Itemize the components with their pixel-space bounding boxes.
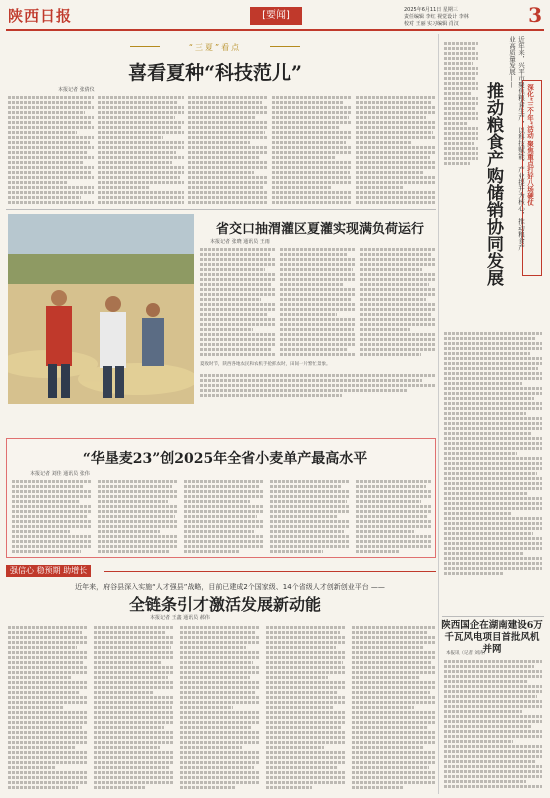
section-tag: [要闻] — [250, 7, 302, 25]
story5-text-col2 — [444, 330, 542, 614]
story4-text-col4 — [266, 624, 346, 792]
masthead-date: 2025年6月11日 星期三 — [404, 7, 458, 13]
story1-text-col3 — [188, 94, 268, 204]
banner-rule — [104, 571, 436, 572]
masthead-editor: 责任编辑 李红 视觉设计 李林 — [404, 14, 469, 20]
masthead — [6, 3, 544, 31]
theme-banner — [6, 564, 436, 578]
story1-kicker: “三夏”看点 — [130, 42, 300, 53]
story4-text-col3 — [180, 624, 260, 792]
story3-text-col2 — [98, 478, 178, 554]
caption-extra — [200, 372, 436, 406]
story5-side-kicker: 深化“三个年”活动 聚焦重点打好八场硬仗 — [526, 84, 534, 206]
story1-byline: 本报记者 张倩仪 — [58, 87, 95, 93]
story1-text-col2 — [98, 94, 184, 204]
story5-headline[interactable]: 推动粮食产购储销协同发展 — [483, 82, 503, 286]
harvest-photo — [8, 214, 194, 404]
story1-text-col5 — [356, 94, 436, 204]
story4-text-col1 — [8, 624, 88, 792]
story4-subhead: 近年来，府谷县深入实施“人才强县”战略，目前已建成2个国家级、14个省级人才创新创业平台 —— — [75, 583, 385, 591]
masthead-proof: 校对 王丽 实习编辑 肖汉 — [404, 21, 459, 27]
story1-headline[interactable]: 喜看夏种“科技范儿” — [128, 62, 302, 84]
story6-top-rule — [442, 616, 544, 617]
masthead-meta — [404, 7, 514, 28]
story3-headline[interactable]: “华垦麦23”创2025年全省小麦单产最高水平 — [82, 451, 368, 467]
story2-text-col2 — [280, 246, 356, 358]
story6-byline: 本报讯（记者 刘涛） — [446, 651, 488, 656]
story4-byline: 本报记者 王鑫 通讯员 郝伟 — [150, 615, 210, 621]
story2-headline[interactable]: 省交口抽渭灌区夏灌实现满负荷运行 — [215, 222, 424, 237]
story6-text — [444, 658, 542, 792]
story3-text-col1 — [12, 478, 92, 554]
story1-text-col1 — [8, 94, 94, 204]
story4-text-col2 — [94, 624, 174, 792]
story3-byline: 本报记者 刘佳 通讯员 张伟 — [30, 471, 90, 477]
photo-caption: 夏收时节，陕西各地农民和农机手抢抓农时，田间一片繁忙景象。 — [200, 362, 331, 367]
story4-text-col5 — [352, 624, 436, 792]
story3-text-col3 — [184, 478, 264, 554]
story4-headline[interactable]: 全链条引才激活发展新动能 — [128, 595, 321, 614]
section-divider — [6, 209, 436, 210]
column-divider — [438, 34, 439, 794]
story2-text-col3 — [360, 246, 436, 358]
story3-text-col4 — [270, 478, 350, 554]
story3-text-col5 — [356, 478, 432, 554]
story2-byline: 本报记者 张晓 通讯员 王雨 — [210, 239, 270, 245]
banner-tag: 强信心 稳预期 助增长 — [6, 565, 91, 577]
story2-text-col1 — [200, 246, 276, 358]
newspaper-logo: 陕西日报 — [8, 7, 73, 25]
story1-text-col4 — [272, 94, 352, 204]
page-number: 3 — [528, 3, 542, 27]
story6-headline[interactable]: 陕西国企在湖南建设6万千瓦风电项目首批风机并网 — [441, 620, 543, 655]
story5-kicker: 近年来，兴平市聚焦粮食生产，以科技赋能、产业提升为核心，推动粮食产业高质量发展—— — [508, 36, 525, 251]
